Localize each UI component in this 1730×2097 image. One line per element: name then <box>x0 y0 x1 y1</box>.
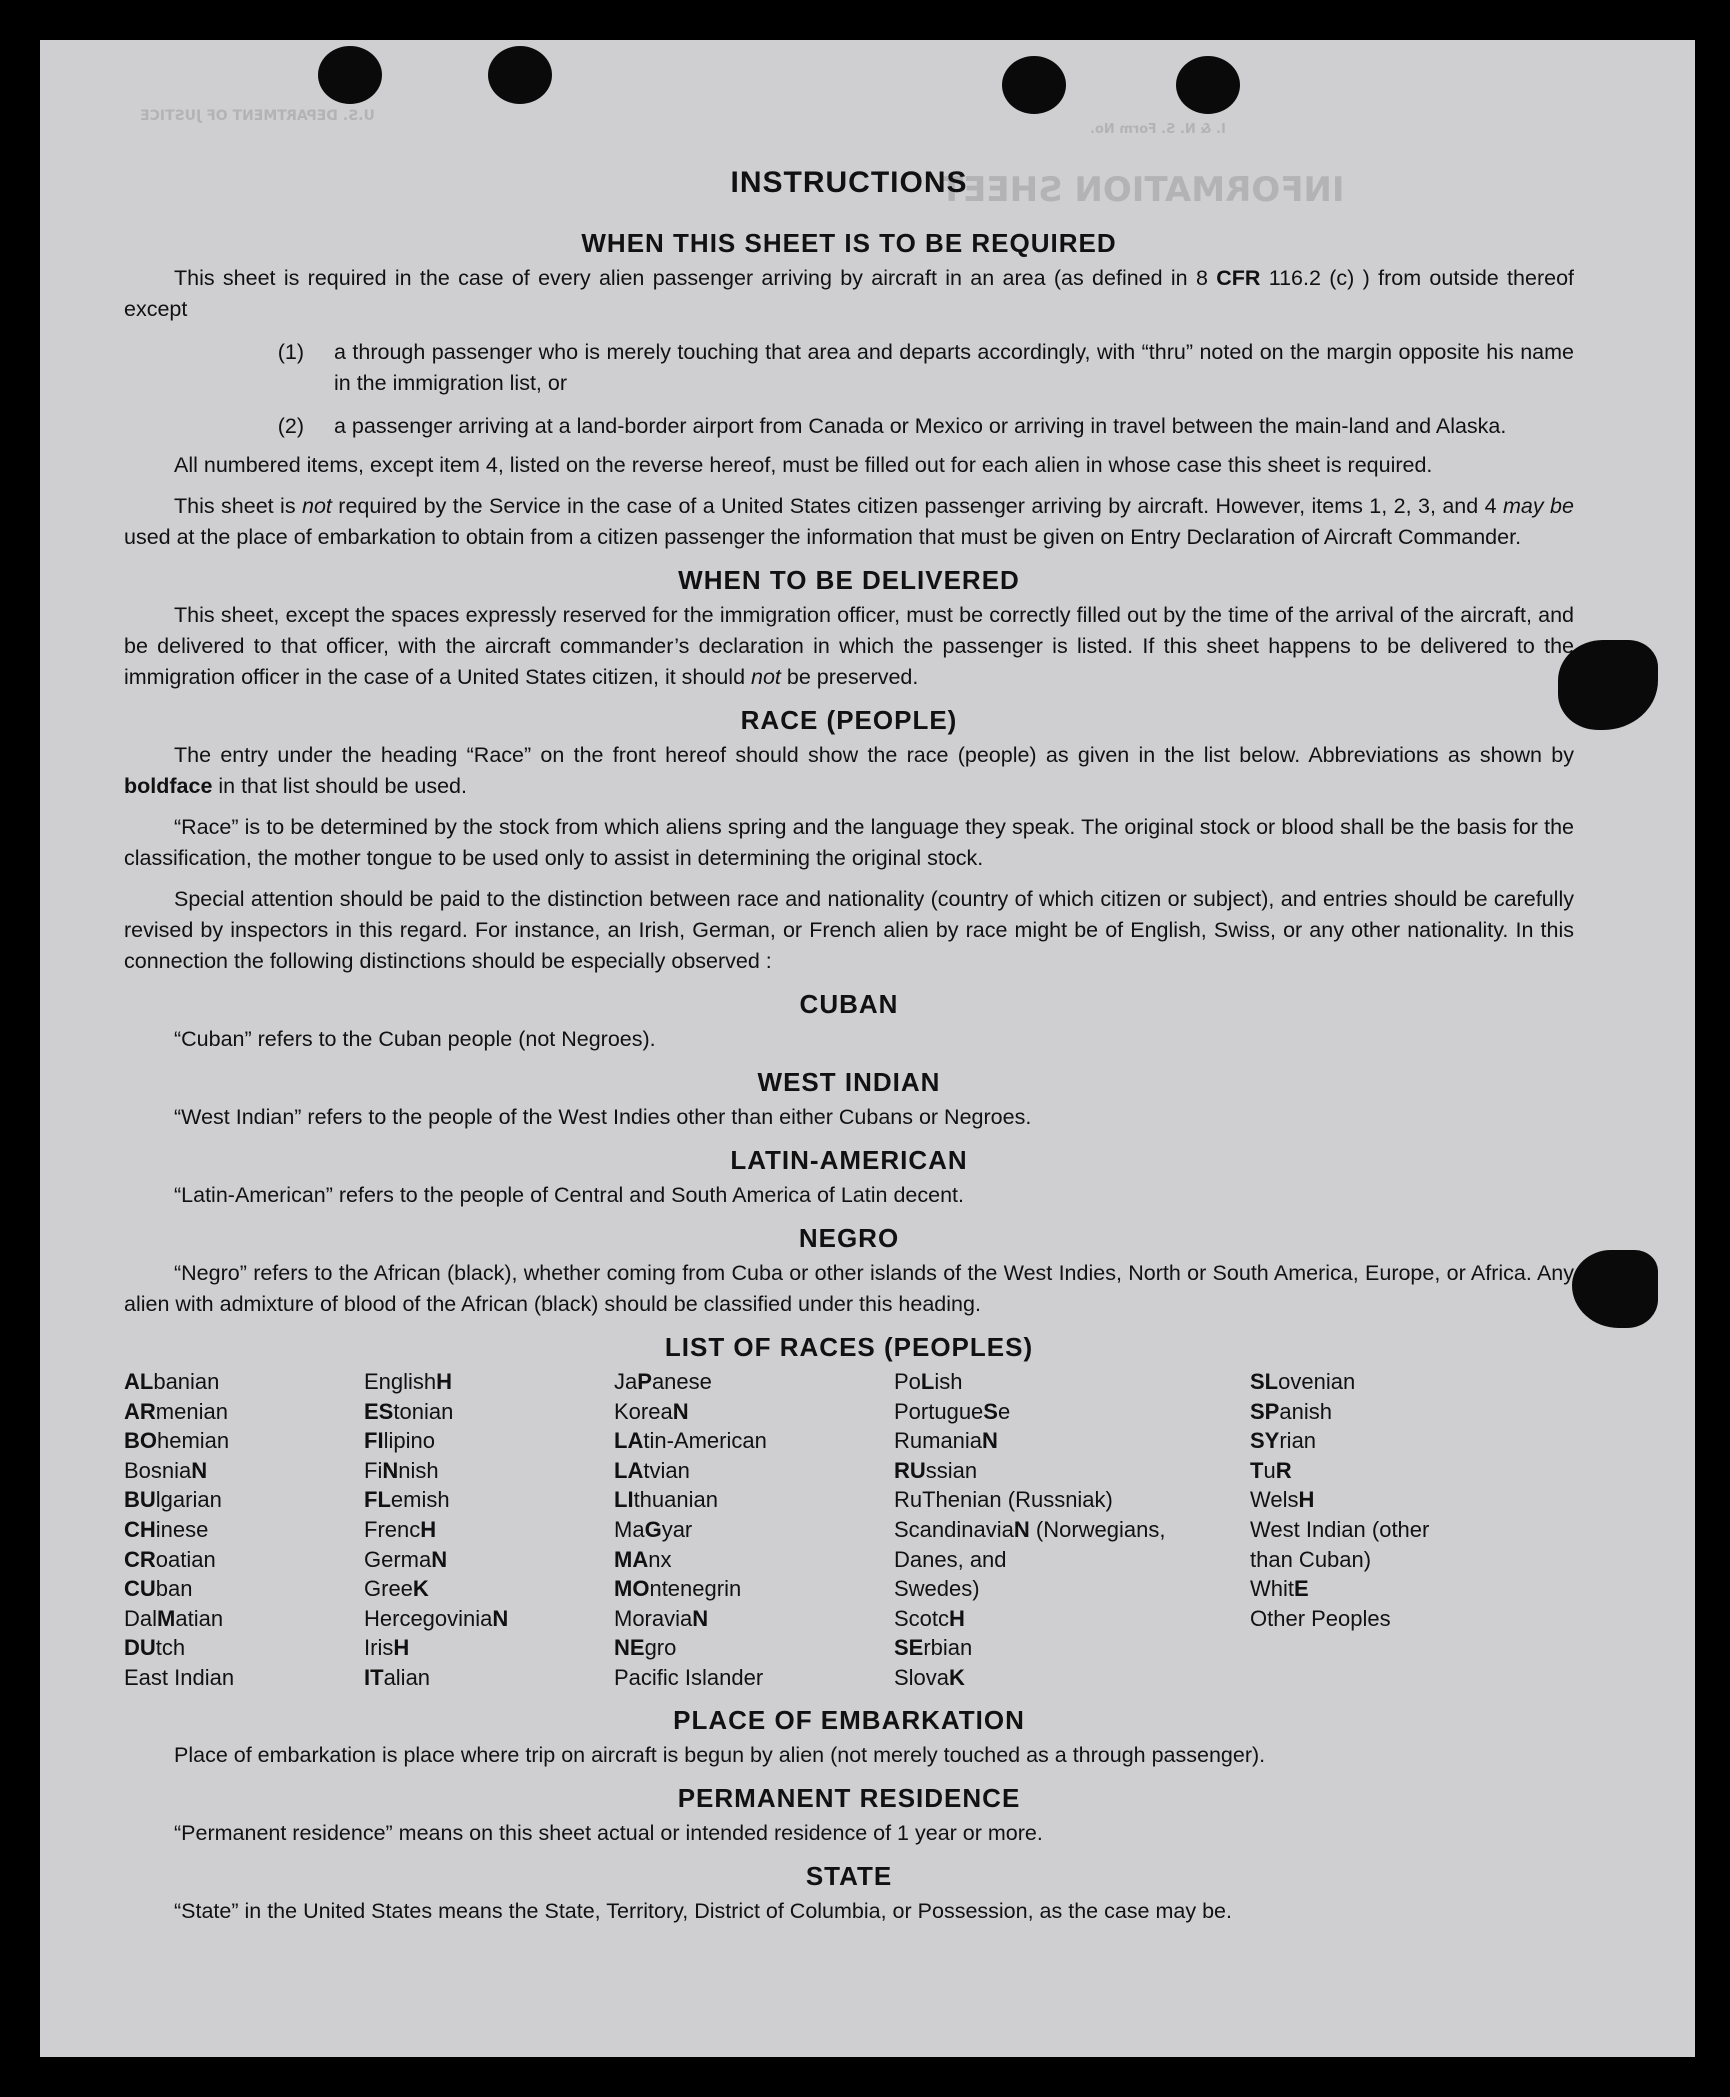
race-entry: DUtch <box>124 1635 186 1661</box>
race-entry: ALbanian <box>124 1369 220 1394</box>
paragraph <box>124 740 1574 802</box>
race-entry: SLovenian <box>1250 1369 1356 1394</box>
bleed-through-title: INFORMATION SHEET <box>940 170 1345 210</box>
text: The entry under the heading “Race” on the front hereof should show the race (people) as given in the list below. Abbreviations as shown by <box>174 743 1574 767</box>
definition: Place of embarkation is place where trip on aircraft is begun by alien (not merely touched as a through passenger). <box>174 1742 1266 1767</box>
definition: “Negro” refers to the African (black), whether coming from Cuba or other islands of the West Indies, North or South America, Europe, or Africa. Any alien with admixture of blood of the African (black) should be classified under this heading. <box>124 1261 1574 1316</box>
bold-text: CFR <box>1216 266 1261 290</box>
text: 116.2 (c) ) from outside thereof except <box>124 266 1574 321</box>
race-entry: ARmenian <box>124 1398 228 1424</box>
race-entry: MaGyar <box>614 1516 693 1542</box>
race-entry: EnglishH <box>364 1369 453 1394</box>
race-entry: ScandinaviaN (Norwegians, <box>894 1516 1166 1542</box>
race-entry: CRoatian <box>124 1546 216 1572</box>
punch-hole <box>1002 56 1066 114</box>
race-entry: RumaniaN <box>894 1428 998 1454</box>
race-column <box>894 1367 1250 1693</box>
exception-item <box>124 337 1574 399</box>
paragraph: All numbered items, except item 4, listed on the reverse hereof, must be filled out for each alien in whose case this sheet is required. <box>174 453 1433 477</box>
race-entry: MoraviaN <box>614 1605 709 1631</box>
race-entry: LAtvian <box>614 1457 690 1483</box>
race-entry: East Indian <box>124 1664 235 1690</box>
race-entry: EStonian <box>364 1398 454 1424</box>
section-heading: LIST OF RACES (PEOPLES) <box>664 1332 1034 1362</box>
paragraph: “Race” is to be determined by the stock from which aliens spring and the language they speak. The original stock or blood shall be the basis for the classification, the mother tongue to be used only to assist in determining the original stock. <box>124 815 1574 870</box>
section-heading: PLACE OF EMBARKATION <box>673 1704 1025 1735</box>
punch-hole <box>318 46 382 104</box>
section-heading: WEST INDIAN <box>757 1067 941 1097</box>
definition: “West Indian” refers to the people of the West Indies other than either Cubans or Negroes. <box>174 1105 1032 1129</box>
definition: “Latin-American” refers to the people of Central and South America of Latin decent. <box>174 1183 964 1207</box>
race-entry: JaPanese <box>614 1369 712 1394</box>
race-entry: CUban <box>124 1576 193 1602</box>
race-entry: GreeK <box>364 1576 429 1602</box>
text: This sheet is required in the case of every alien passenger arriving by aircraft in an area (as defined in 8 <box>174 266 1217 290</box>
race-entry: Swedes) <box>894 1576 980 1602</box>
race-entry: RuThenian (Russniak) <box>894 1487 1113 1513</box>
race-entry: FLemish <box>364 1487 450 1513</box>
race-list <box>124 1367 1574 1693</box>
race-entry: KoreaN <box>614 1398 689 1424</box>
race-entry: DalMatian <box>124 1605 224 1631</box>
race-entry: LAtin-American <box>614 1428 767 1454</box>
race-column <box>614 1367 894 1693</box>
race-entry: LIthuanian <box>614 1487 718 1513</box>
race-entry: FIlipino <box>364 1428 435 1454</box>
race-entry: SPanish <box>1250 1398 1332 1424</box>
race-entry: BOhemian <box>124 1428 230 1454</box>
definition: “Permanent residence” means on this sheet actual or intended residence of 1 year or more. <box>174 1820 1043 1845</box>
race-entry: SlovaK <box>894 1664 965 1690</box>
italic-text: not <box>302 494 332 518</box>
exception-item <box>124 411 1574 442</box>
race-column <box>1250 1367 1550 1693</box>
race-entry: ITalian <box>364 1664 431 1690</box>
paragraph <box>124 600 1574 693</box>
race-entry: ScotcH <box>894 1605 965 1631</box>
section-heading: NEGRO <box>798 1223 900 1253</box>
page-title: INSTRUCTIONS <box>730 166 968 199</box>
race-entry: SErbian <box>894 1635 973 1661</box>
punch-hole <box>488 46 552 104</box>
paragraph <box>124 263 1574 325</box>
race-entry: FiNnish <box>364 1457 439 1483</box>
item-number: (2) <box>277 414 304 438</box>
race-entry: WelsH <box>1250 1487 1315 1513</box>
text: used at the place of embarkation to obtain from a citizen passenger the information that must be given on Entry Declaration of Aircraft Commander. <box>124 525 1522 549</box>
race-entry: TuR <box>1250 1457 1292 1483</box>
race-entry: IrisH <box>364 1635 410 1661</box>
text: be preserved. <box>780 665 919 689</box>
race-entry: RUssian <box>894 1457 978 1483</box>
race-entry: FrencH <box>364 1516 437 1542</box>
race-entry: SYrian <box>1250 1428 1317 1454</box>
race-entry: MAnx <box>614 1546 672 1572</box>
race-entry: West Indian (other <box>1250 1516 1430 1542</box>
text: in that list should be used. <box>212 774 467 798</box>
race-entry: WhitE <box>1250 1576 1309 1602</box>
definition: “Cuban” refers to the Cuban people (not Negroes). <box>174 1027 656 1051</box>
paragraph: Special attention should be paid to the distinction between race and nationality (country of which citizen or subject), and entries should be carefully revised by inspectors in this regard. For instance, an Irish, German, or French alien by race might be of English, Swiss, or any other nationality. In this connection the following distinctions should be especially observed : <box>124 887 1574 973</box>
section-heading: WHEN THIS SHEET IS TO BE REQUIRED <box>581 228 1117 258</box>
bleed-through-header-left: U.S. DEPARTMENT OF JUSTICE <box>140 108 375 124</box>
definition: “State” in the United States means the State, Territory, District of Columbia, or Possession, as the case may be. <box>174 1898 1232 1923</box>
italic-text: not <box>751 665 781 689</box>
race-entry: Danes, and <box>894 1546 1007 1572</box>
text: required by the Service in the case of a United States citizen passenger arriving by aircraft. However, items 1, 2, 3, and 4 <box>331 494 1504 518</box>
section-heading: CUBAN <box>799 989 899 1019</box>
section-heading: PERMANENT RESIDENCE <box>677 1782 1021 1813</box>
race-entry: GermaN <box>364 1546 448 1572</box>
item-text: a through passenger who is merely touching that area and departs accordingly, with “thru” noted on the margin opposite his name in the immigration list, or <box>334 340 1574 395</box>
section-heading: STATE <box>805 1860 893 1891</box>
race-entry: BUlgarian <box>124 1487 222 1513</box>
race-entry: than Cuban) <box>1250 1546 1372 1572</box>
text: This sheet, except the spaces expressly reserved for the immigration officer, must be correctly filled out by the time of the arrival of the aircraft, and be delivered to that officer, with the aircraft commander’s declaration in which the passenger is listed. If this sheet happens to be delivered to the immigration officer in the case of a United States citizen, it should <box>124 603 1574 689</box>
section-heading: WHEN TO BE DELIVERED <box>678 565 1020 595</box>
paragraph <box>124 491 1574 553</box>
race-entry: HercegoviniaN <box>364 1605 509 1631</box>
race-entry: BosniaN <box>124 1457 208 1483</box>
item-number: (1) <box>277 340 304 364</box>
punch-hole <box>1176 56 1240 114</box>
instructions-content <box>124 120 1574 1937</box>
race-column <box>124 1367 364 1693</box>
race-entry: Pacific Islander <box>614 1664 764 1690</box>
italic-text: may be <box>1503 494 1574 518</box>
race-entry: CHinese <box>124 1516 209 1542</box>
section-heading: RACE (PEOPLE) <box>740 705 958 735</box>
race-entry: PoLish <box>894 1369 963 1394</box>
bold-text: boldface <box>124 774 213 798</box>
race-entry: NEgro <box>614 1635 677 1661</box>
race-entry: Other Peoples <box>1250 1605 1391 1631</box>
section-heading: LATIN-AMERICAN <box>730 1145 968 1175</box>
item-text: a passenger arriving at a land-border airport from Canada or Mexico or arriving in travel between the main-land and Alaska. <box>334 414 1507 438</box>
bleed-through-header-right: I. & N. S. Form No. <box>1090 122 1226 137</box>
race-entry: MOntenegrin <box>614 1576 742 1602</box>
text: This sheet is <box>174 494 302 518</box>
race-column <box>364 1367 614 1693</box>
race-entry: PortugueSe <box>894 1398 1011 1424</box>
